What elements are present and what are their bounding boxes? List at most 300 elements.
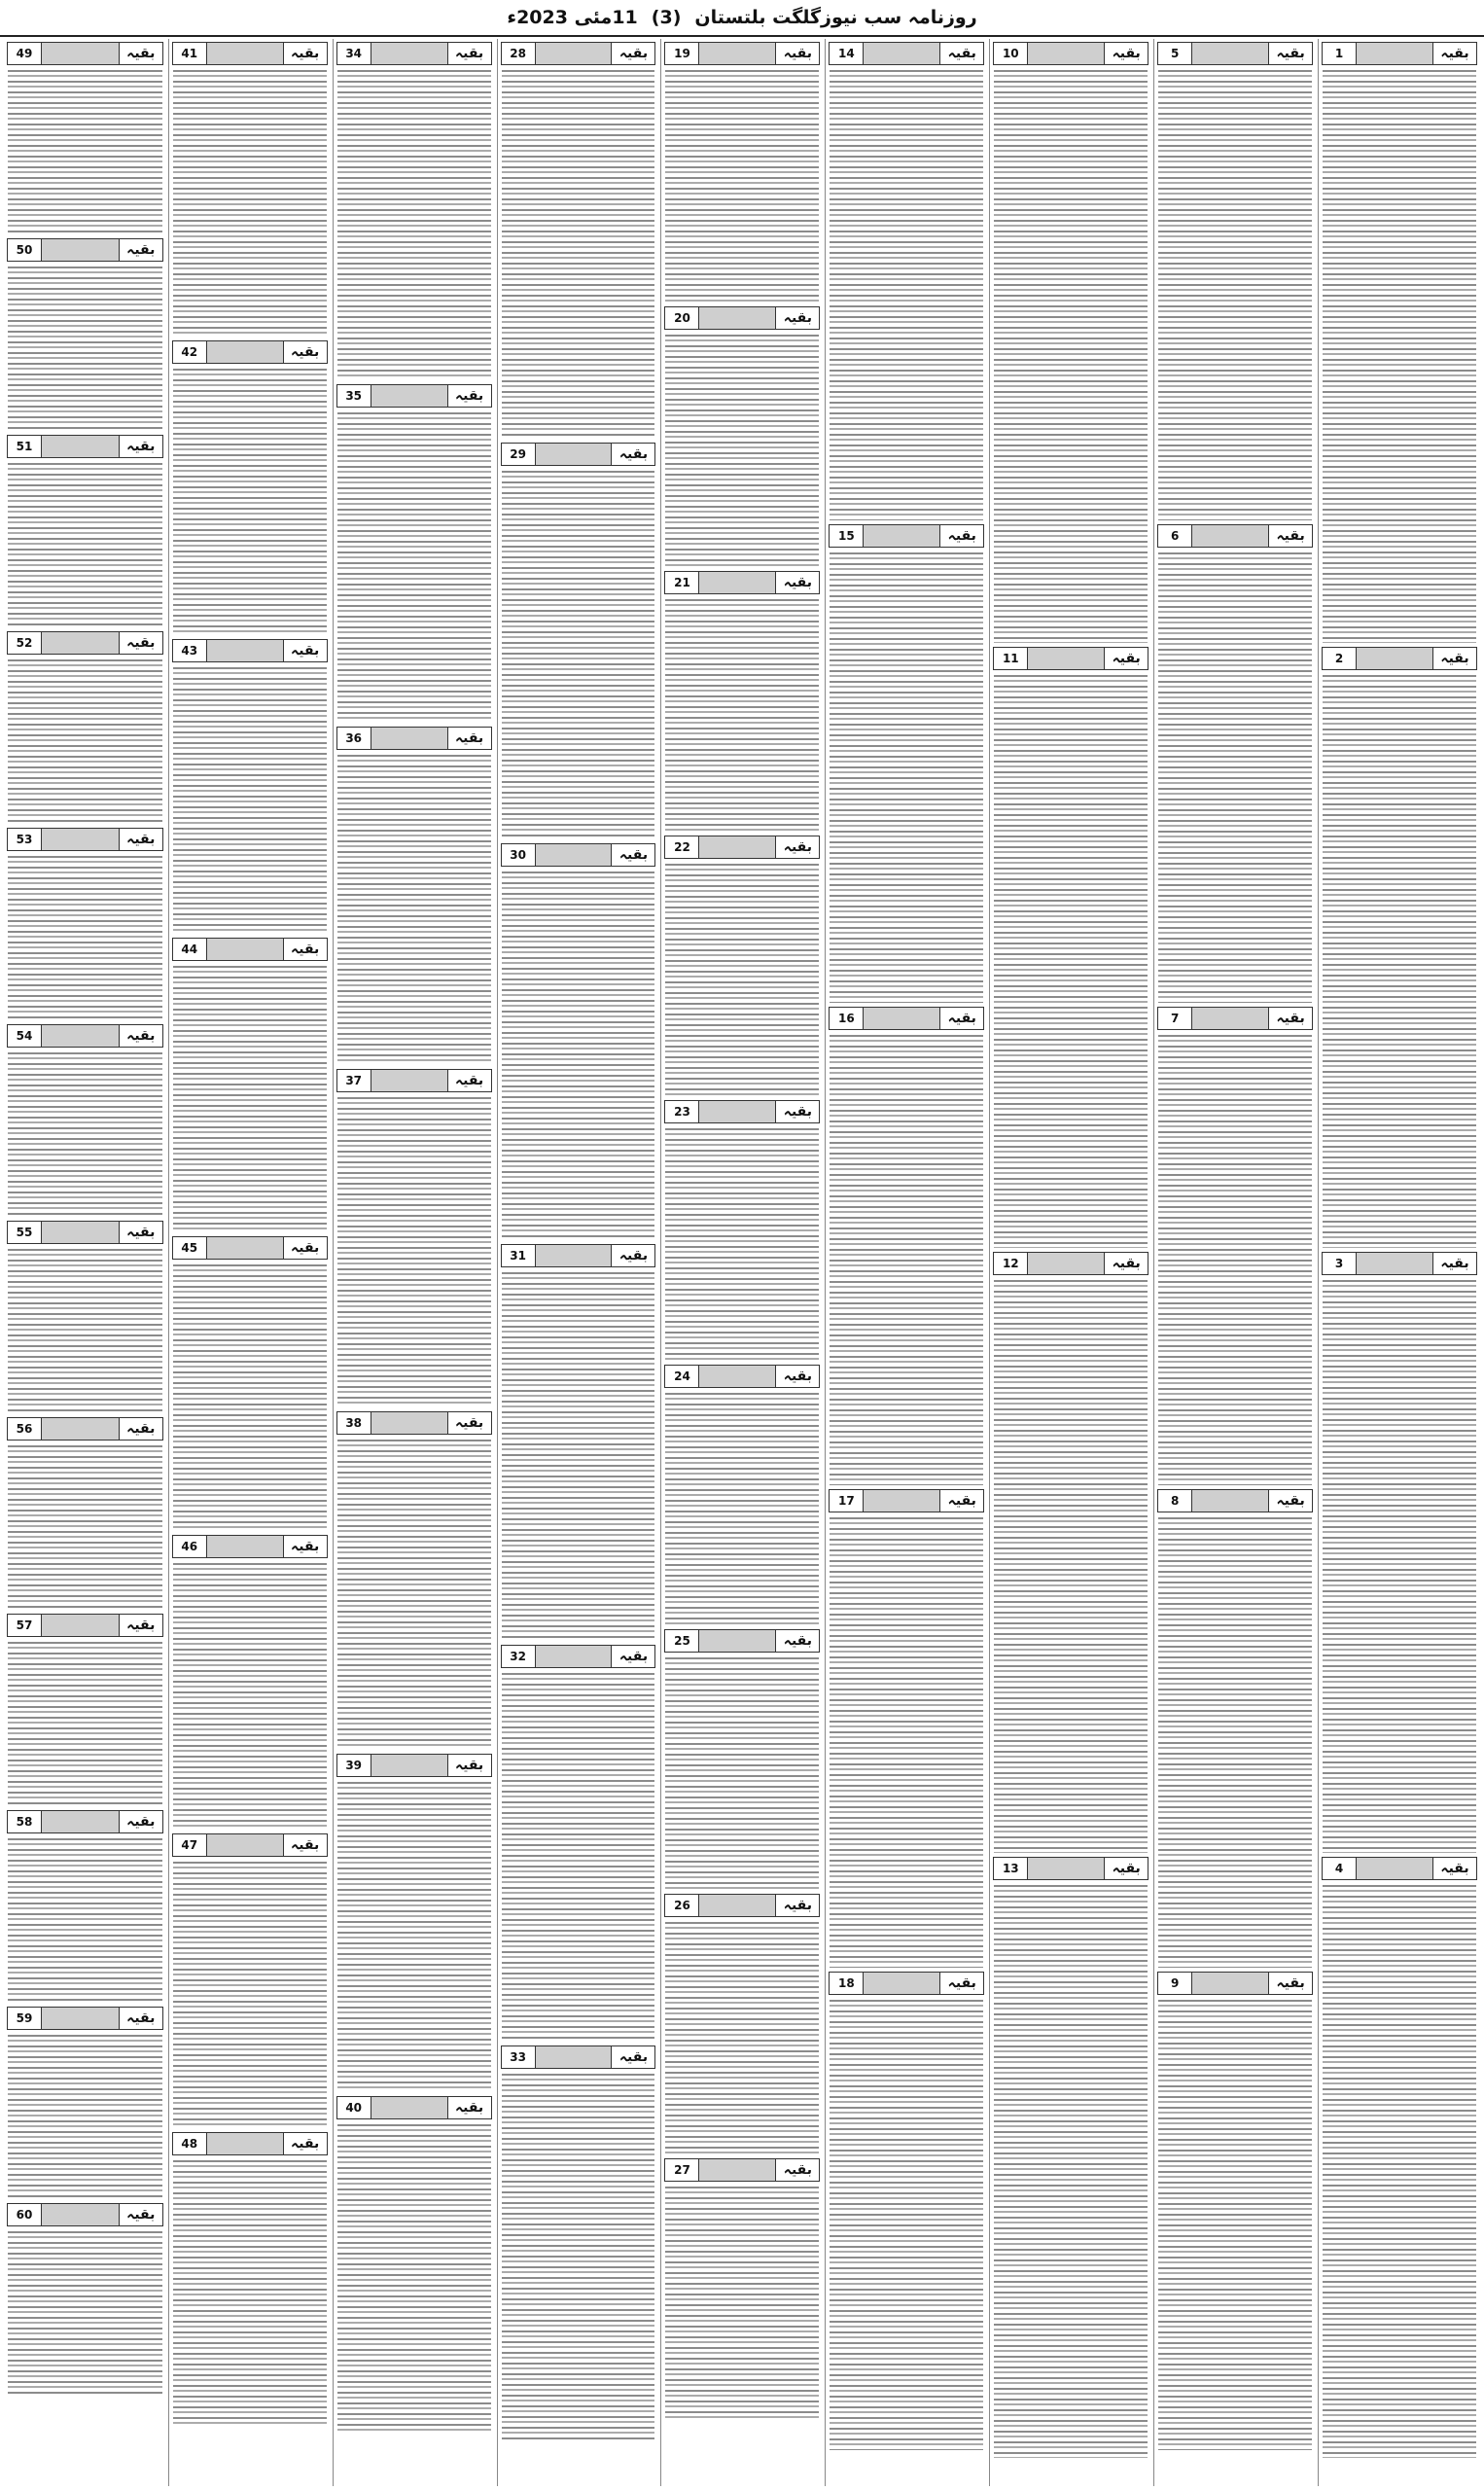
continuation-box [664, 571, 820, 832]
continuation-box [664, 1365, 820, 1625]
continuation-number: 9 [1158, 1973, 1192, 1994]
continuation-number: 54 [8, 1025, 42, 1047]
article-text-block [8, 1838, 162, 2003]
article-text-block [665, 864, 819, 1096]
news-column [333, 39, 495, 2486]
continuation-box [7, 1221, 163, 1413]
continuation-label: بقیہ [1268, 1490, 1312, 1512]
continuation-number: 49 [8, 43, 42, 64]
continuation-box [336, 384, 492, 723]
continuation-header [7, 435, 163, 458]
continuation-label: بقیہ [119, 239, 162, 261]
paper-title: روزنامہ سب نیوزگلگت بلتستان [694, 7, 977, 28]
news-column [4, 39, 166, 2486]
continuation-header [336, 1754, 492, 1777]
article-text-block [502, 1272, 655, 1641]
article-text-block [173, 70, 327, 337]
continuation-header [993, 42, 1148, 65]
continuation-number: 21 [665, 572, 699, 593]
continuation-header [501, 1645, 656, 1668]
continuation-number: 8 [1158, 1490, 1192, 1512]
article-text-block [994, 1885, 1148, 2458]
continuation-header [1157, 1007, 1313, 1030]
continuation-number: 11 [994, 648, 1028, 669]
continuation-label: بقیہ [447, 1412, 491, 1434]
continuation-number: 12 [994, 1253, 1028, 1274]
continuation-box [1322, 42, 1477, 643]
continuation-box [829, 524, 984, 1003]
continuation-box [993, 647, 1148, 1248]
continuation-number: 39 [337, 1755, 371, 1776]
continuation-number: 35 [337, 385, 371, 407]
continuation-number: 16 [830, 1008, 864, 1029]
continuation-number: 46 [173, 1536, 207, 1557]
continuation-header [664, 1629, 820, 1653]
continuation-box [336, 1754, 492, 2092]
continuation-header [829, 42, 984, 65]
continuation-box [664, 306, 820, 567]
continuation-box [7, 1614, 163, 1806]
continuation-header [664, 836, 820, 859]
continuation-header [336, 1069, 492, 1092]
news-column [497, 39, 659, 2486]
continuation-box [336, 42, 492, 380]
continuation-label: بقیہ [611, 1646, 654, 1667]
continuation-box [7, 2007, 163, 2199]
continuation-number: 27 [665, 2159, 699, 2181]
continuation-number: 3 [1323, 1253, 1357, 1274]
continuation-header [1322, 42, 1477, 65]
article-columns [4, 39, 1480, 2486]
continuation-label: بقیہ [119, 2204, 162, 2225]
article-text-block [830, 1517, 983, 1968]
article-text-block [8, 1052, 162, 1217]
continuation-number: 40 [337, 2097, 371, 2118]
news-column [660, 39, 823, 2486]
continuation-label: بقیہ [283, 43, 327, 64]
continuation-header [7, 1024, 163, 1048]
continuation-box [501, 1244, 656, 1641]
continuation-box [993, 1857, 1148, 2458]
continuation-header [172, 1236, 328, 1260]
continuation-label: بقیہ [283, 1536, 327, 1557]
continuation-number: 33 [502, 2046, 536, 2068]
continuation-box [7, 1417, 163, 1610]
continuation-label: بقیہ [1104, 43, 1148, 64]
continuation-number: 13 [994, 1858, 1028, 1879]
continuation-header [172, 1535, 328, 1558]
news-column [825, 39, 987, 2486]
continuation-header [7, 1614, 163, 1637]
continuation-label: بقیہ [611, 444, 654, 465]
continuation-label: بقیہ [119, 1025, 162, 1047]
continuation-header [664, 1100, 820, 1123]
continuation-label: بقیہ [775, 836, 819, 858]
continuation-number: 22 [665, 836, 699, 858]
continuation-header [1157, 524, 1313, 548]
continuation-header [172, 938, 328, 961]
continuation-label: بقیہ [119, 1418, 162, 1440]
continuation-box [993, 42, 1148, 643]
article-text-block [173, 1563, 327, 1830]
continuation-header [336, 2096, 492, 2119]
continuation-number: 23 [665, 1101, 699, 1122]
continuation-label: بقیہ [119, 1222, 162, 1243]
continuation-box [1157, 1007, 1313, 1485]
continuation-header [7, 828, 163, 851]
article-text-block [337, 412, 491, 723]
continuation-number: 4 [1323, 1858, 1357, 1879]
continuation-header [172, 1833, 328, 1857]
continuation-box [172, 938, 328, 1232]
continuation-number: 37 [337, 1070, 371, 1091]
article-text-block [337, 1440, 491, 1750]
continuation-box [501, 42, 656, 439]
continuation-box [1322, 1252, 1477, 1853]
continuation-label: بقیہ [1432, 43, 1476, 64]
continuation-header [829, 1972, 984, 1995]
continuation-label: بقیہ [775, 1895, 819, 1916]
continuation-label: بقیہ [119, 1811, 162, 1832]
article-text-block [173, 667, 327, 934]
continuation-label: بقیہ [1268, 43, 1312, 64]
continuation-number: 6 [1158, 525, 1192, 547]
issue-date: 11مئی 2023ء [507, 7, 638, 28]
article-text-block [8, 463, 162, 627]
continuation-header [7, 1221, 163, 1244]
continuation-number: 38 [337, 1412, 371, 1434]
continuation-number: 34 [337, 43, 371, 64]
continuation-box [7, 435, 163, 627]
article-text-block [173, 1862, 327, 2128]
continuation-number: 36 [337, 728, 371, 749]
continuation-label: بقیہ [775, 2159, 819, 2181]
continuation-number: 14 [830, 43, 864, 64]
article-text-block [8, 70, 162, 234]
continuation-label: بقیہ [939, 1008, 983, 1029]
continuation-number: 44 [173, 939, 207, 960]
article-text-block [8, 1445, 162, 1610]
continuation-box [7, 42, 163, 234]
continuation-label: بقیہ [1432, 648, 1476, 669]
continuation-header [1322, 1857, 1477, 1880]
continuation-label: بقیہ [447, 2097, 491, 2118]
article-text-block [1158, 70, 1312, 520]
continuation-label: بقیہ [119, 1615, 162, 1636]
article-text-block [1158, 552, 1312, 1003]
continuation-box [7, 1810, 163, 2003]
continuation-header [664, 1365, 820, 1388]
continuation-box [172, 340, 328, 635]
continuation-label: بقیہ [119, 43, 162, 64]
continuation-box [829, 42, 984, 520]
continuation-label: بقیہ [283, 939, 327, 960]
continuation-header [1157, 1972, 1313, 1995]
article-text-block [502, 471, 655, 839]
continuation-label: بقیہ [611, 43, 654, 64]
continuation-label: بقیہ [1432, 1858, 1476, 1879]
article-text-block [994, 675, 1148, 1248]
continuation-number: 10 [994, 43, 1028, 64]
continuation-label: بقیہ [775, 43, 819, 64]
continuation-label: بقیہ [775, 307, 819, 329]
article-text-block [665, 1393, 819, 1625]
continuation-box [336, 1411, 492, 1750]
continuation-box [1322, 1857, 1477, 2458]
article-text-block [1158, 1517, 1312, 1968]
continuation-box [172, 1535, 328, 1830]
news-column [168, 39, 331, 2486]
continuation-label: بقیہ [283, 1834, 327, 1856]
article-text-block [337, 2124, 491, 2435]
article-text-block [1323, 1885, 1476, 2458]
continuation-box [664, 836, 820, 1096]
continuation-header [7, 2007, 163, 2030]
continuation-box [336, 2096, 492, 2435]
continuation-header [7, 1417, 163, 1441]
news-column [1318, 39, 1480, 2486]
article-text-block [665, 335, 819, 567]
continuation-label: بقیہ [939, 1490, 983, 1512]
continuation-label: بقیہ [1104, 1253, 1148, 1274]
continuation-box [7, 238, 163, 431]
continuation-header [993, 1857, 1148, 1880]
continuation-number: 53 [8, 829, 42, 850]
continuation-header [336, 42, 492, 65]
news-column [989, 39, 1151, 2486]
continuation-label: بقیہ [939, 43, 983, 64]
continuation-number: 41 [173, 43, 207, 64]
continuation-number: 58 [8, 1811, 42, 1832]
article-text-block [665, 1657, 819, 1890]
continuation-number: 32 [502, 1646, 536, 1667]
continuation-box [829, 1007, 984, 1485]
continuation-header [7, 1810, 163, 1833]
continuation-label: بقیہ [447, 1755, 491, 1776]
continuation-number: 59 [8, 2008, 42, 2029]
continuation-number: 20 [665, 307, 699, 329]
article-text-block [502, 2074, 655, 2442]
article-text-block [1323, 70, 1476, 643]
continuation-header [501, 843, 656, 867]
article-text-block [1158, 2000, 1312, 2450]
article-text-block [173, 2160, 327, 2427]
continuation-label: بقیہ [939, 525, 983, 547]
continuation-number: 45 [173, 1237, 207, 1259]
continuation-label: بقیہ [775, 1366, 819, 1387]
continuation-label: بقیہ [283, 2133, 327, 2154]
article-text-block [665, 1128, 819, 1361]
continuation-header [664, 306, 820, 330]
continuation-label: بقیہ [1432, 1253, 1476, 1274]
continuation-number: 1 [1323, 43, 1357, 64]
continuation-label: بقیہ [283, 640, 327, 661]
continuation-label: بقیہ [119, 632, 162, 654]
continuation-box [501, 443, 656, 839]
continuation-box [172, 42, 328, 337]
continuation-number: 51 [8, 436, 42, 457]
article-text-block [830, 2000, 983, 2450]
continuation-box [7, 1024, 163, 1217]
continuation-box [501, 1645, 656, 2042]
continuation-label: بقیہ [1268, 1008, 1312, 1029]
continuation-number: 15 [830, 525, 864, 547]
continuation-header [501, 443, 656, 466]
continuation-number: 57 [8, 1615, 42, 1636]
continuation-header [172, 340, 328, 364]
continuation-header [336, 384, 492, 408]
continuation-box [172, 639, 328, 934]
continuation-label: بقیہ [1104, 1858, 1148, 1879]
continuation-header [829, 1489, 984, 1512]
continuation-label: بقیہ [775, 1101, 819, 1122]
continuation-header [664, 42, 820, 65]
continuation-header [829, 1007, 984, 1030]
continuation-number: 25 [665, 1630, 699, 1652]
continuation-number: 31 [502, 1245, 536, 1266]
continuation-header [993, 1252, 1148, 1275]
continuation-number: 2 [1323, 648, 1357, 669]
continuation-header [993, 647, 1148, 670]
continuation-box [172, 1236, 328, 1531]
continuation-box [336, 727, 492, 1065]
article-text-block [8, 2035, 162, 2199]
continuation-header [1322, 1252, 1477, 1275]
continuation-number: 19 [665, 43, 699, 64]
continuation-header [1157, 42, 1313, 65]
continuation-box [993, 1252, 1148, 1853]
continuation-box [7, 631, 163, 824]
continuation-header [501, 2045, 656, 2069]
continuation-box [1157, 1972, 1313, 2450]
article-text-block [502, 1673, 655, 2042]
continuation-label: بقیہ [447, 385, 491, 407]
continuation-box [501, 843, 656, 1240]
article-text-block [173, 966, 327, 1232]
article-text-block [173, 1264, 327, 1531]
continuation-header [172, 42, 328, 65]
article-text-block [8, 267, 162, 431]
article-text-block [665, 70, 819, 302]
continuation-header [664, 571, 820, 594]
continuation-box [664, 1894, 820, 2154]
continuation-box [829, 1489, 984, 1968]
article-text-block [665, 2187, 819, 2419]
article-text-block [1323, 675, 1476, 1248]
article-text-block [337, 70, 491, 380]
continuation-label: بقیہ [775, 572, 819, 593]
article-text-block [665, 1922, 819, 2154]
continuation-box [1157, 524, 1313, 1003]
continuation-label: بقیہ [611, 1245, 654, 1266]
continuation-box [664, 2158, 820, 2419]
article-text-block [1158, 1035, 1312, 1485]
article-text-block [1323, 1280, 1476, 1853]
article-text-block [337, 755, 491, 1065]
article-text-block [337, 1782, 491, 2092]
continuation-number: 48 [173, 2133, 207, 2154]
continuation-label: بقیہ [611, 2046, 654, 2068]
continuation-header [664, 1894, 820, 1917]
article-text-block [8, 2231, 162, 2396]
continuation-label: بقیہ [119, 829, 162, 850]
continuation-box [664, 42, 820, 302]
continuation-box [336, 1069, 492, 1407]
article-text-block [994, 1280, 1148, 1853]
continuation-header [664, 2158, 820, 2182]
continuation-header [172, 2132, 328, 2155]
continuation-box [664, 1629, 820, 1890]
article-text-block [830, 552, 983, 1003]
continuation-number: 50 [8, 239, 42, 261]
continuation-label: بقیہ [775, 1630, 819, 1652]
continuation-label: بقیہ [1268, 525, 1312, 547]
continuation-label: بقیہ [611, 844, 654, 866]
continuation-number: 17 [830, 1490, 864, 1512]
continuation-box [829, 1972, 984, 2450]
continuation-header [7, 238, 163, 262]
continuation-header [501, 1244, 656, 1267]
continuation-box [1322, 647, 1477, 1248]
continuation-number: 18 [830, 1973, 864, 1994]
continuation-box [172, 1833, 328, 2128]
page-number: (3) [651, 7, 682, 28]
continuation-label: بقیہ [1268, 1973, 1312, 1994]
continuation-box [1157, 42, 1313, 520]
article-text-block [337, 1097, 491, 1407]
news-column [1153, 39, 1316, 2486]
continuation-header [172, 639, 328, 662]
continuation-label: بقیہ [447, 1070, 491, 1091]
continuation-header [336, 727, 492, 750]
continuation-label: بقیہ [283, 1237, 327, 1259]
continuation-number: 30 [502, 844, 536, 866]
article-text-block [8, 1642, 162, 1806]
continuation-header [829, 524, 984, 548]
continuation-header [501, 42, 656, 65]
continuation-number: 55 [8, 1222, 42, 1243]
continuation-number: 52 [8, 632, 42, 654]
continuation-box [501, 2045, 656, 2442]
continuation-box [7, 828, 163, 1020]
masthead [0, 0, 1484, 37]
article-text-block [8, 659, 162, 824]
continuation-header [336, 1411, 492, 1435]
continuation-number: 60 [8, 2204, 42, 2225]
continuation-number: 5 [1158, 43, 1192, 64]
continuation-label: بقیہ [447, 728, 491, 749]
continuation-label: بقیہ [283, 341, 327, 363]
continuation-box [172, 2132, 328, 2427]
continuation-label: بقیہ [447, 43, 491, 64]
continuation-number: 28 [502, 43, 536, 64]
continuation-number: 26 [665, 1895, 699, 1916]
continuation-number: 7 [1158, 1008, 1192, 1029]
continuation-number: 29 [502, 444, 536, 465]
article-text-block [830, 70, 983, 520]
article-text-block [173, 369, 327, 635]
article-text-block [830, 1035, 983, 1485]
continuation-number: 56 [8, 1418, 42, 1440]
continuation-number: 43 [173, 640, 207, 661]
continuation-number: 24 [665, 1366, 699, 1387]
continuation-number: 42 [173, 341, 207, 363]
article-text-block [502, 70, 655, 439]
article-text-block [994, 70, 1148, 643]
article-text-block [502, 872, 655, 1240]
continuation-label: بقیہ [119, 436, 162, 457]
article-text-block [665, 599, 819, 832]
